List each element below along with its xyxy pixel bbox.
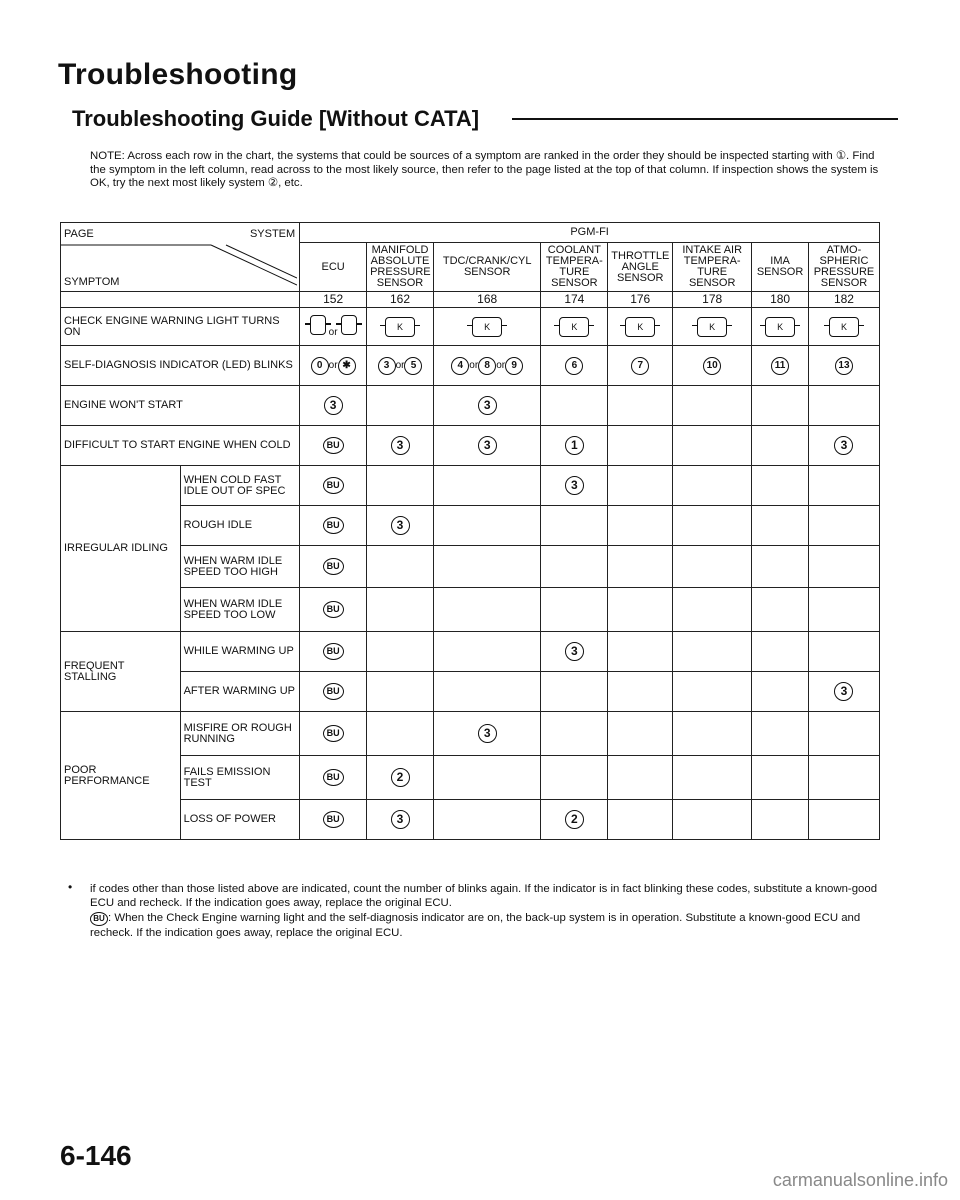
or-text: or — [328, 359, 338, 371]
blink-code-icon: 11 — [771, 357, 789, 375]
blink-code-icon: 3 — [378, 357, 396, 375]
backup-bu-icon: BU — [323, 477, 344, 494]
cell-diag-ecu — [300, 346, 367, 386]
cell-afterwarm-coolant — [541, 672, 608, 712]
cell-rough-atmo — [808, 506, 879, 546]
page-tdc: 168 — [433, 292, 540, 308]
cell-rough-coolant — [541, 506, 608, 546]
cell-warmhigh-throttle — [608, 546, 673, 588]
cell-fast-intake — [673, 466, 752, 506]
cell-warmhigh-coolant — [541, 546, 608, 588]
cell-rough-ima — [752, 506, 809, 546]
warning-light-icon: K — [829, 317, 859, 337]
rank-3-icon: 3 — [478, 724, 497, 743]
cell-fast-throttle — [608, 466, 673, 506]
cell-diff-ecu — [300, 426, 367, 466]
cell-afterwarm-map — [367, 672, 434, 712]
cell-rough-tdc — [433, 506, 540, 546]
cell-fast-coolant — [541, 466, 608, 506]
watermark: carmanualsonline.info — [772, 1170, 948, 1190]
col-ecu: ECU — [300, 243, 367, 292]
symptom-check-engine: CHECK ENGINE WARNING LIGHT TURNS ON — [61, 308, 300, 346]
cell-diag-intake — [673, 346, 752, 386]
or-text: or — [469, 359, 479, 371]
symptom-self-diag: SELF-DIAGNOSIS INDICATOR (LED) BLINKS — [61, 346, 300, 386]
page-throttle: 176 — [608, 292, 673, 308]
col-atmo-sensor: ATMO-SPHERIC PRESSURE SENSOR — [808, 243, 879, 292]
blink-code-icon: 8 — [478, 357, 496, 375]
cell-whilewarm-ecu — [300, 632, 367, 672]
cell-emission-tdc — [433, 756, 540, 800]
cell-wont-intake — [673, 386, 752, 426]
warning-light-icon: K — [559, 317, 589, 337]
page-atmo: 182 — [808, 292, 879, 308]
col-intake-air-sensor: INTAKE AIR TEMPERA-TURE SENSOR — [673, 243, 752, 292]
cell-loss-ima — [752, 800, 809, 840]
cell-afterwarm-throttle — [608, 672, 673, 712]
cell-warmhigh-ima — [752, 546, 809, 588]
symptom-irregular-idling: IRREGULAR IDLING — [61, 466, 181, 632]
rank-3-icon: 3 — [391, 810, 410, 829]
cell-misfire-intake — [673, 712, 752, 756]
cell-misfire-coolant — [541, 712, 608, 756]
cell-diag-map — [367, 346, 434, 386]
cell-fast-atmo — [808, 466, 879, 506]
backup-bu-icon: BU — [90, 912, 108, 926]
cell-diag-coolant — [541, 346, 608, 386]
or-text: or — [328, 327, 338, 338]
backup-bu-icon: BU — [323, 558, 344, 575]
header-corner — [61, 223, 300, 292]
warning-light-icon: K — [625, 317, 655, 337]
cell-diag-atmo — [808, 346, 879, 386]
rank-2-icon: 2 — [565, 810, 584, 829]
col-tdc-sensor: TDC/CRANK/CYL SENSOR — [433, 243, 540, 292]
cell-wont-atmo — [808, 386, 879, 426]
cell-rough-intake — [673, 506, 752, 546]
cell-misfire-ecu — [300, 712, 367, 756]
cell-rough-map — [367, 506, 434, 546]
blink-code-icon: 4 — [451, 357, 469, 375]
cell-fast-map — [367, 466, 434, 506]
page-ecu: 152 — [300, 292, 367, 308]
col-coolant-sensor: COOLANT TEMPERA-TURE SENSOR — [541, 243, 608, 292]
rank-3-icon: 3 — [834, 436, 853, 455]
cell-misfire-map — [367, 712, 434, 756]
cell-warmlow-ecu — [300, 588, 367, 632]
cell-warmlow-ima — [752, 588, 809, 632]
header-page-label: PAGE — [64, 228, 94, 240]
cell-emission-intake — [673, 756, 752, 800]
rank-1-icon: 1 — [565, 436, 584, 455]
symptom-loss-of-power: LOSS OF POWER — [180, 800, 300, 840]
footnote-bu-text: : When the Check Engine warning light and the self-diagnosis indicator are on, the back-up system is in operation. Substitute a known-good ECU and recheck. If the indication goes away, replace the original ECU. — [90, 912, 861, 939]
cell-diag-ima — [752, 346, 809, 386]
cell-check-intake — [673, 308, 752, 346]
symptom-while-warming: WHILE WARMING UP — [180, 632, 300, 672]
cell-check-ecu — [300, 308, 367, 346]
backup-bu-icon: BU — [323, 811, 344, 828]
cell-wont-map — [367, 386, 434, 426]
cell-emission-ima — [752, 756, 809, 800]
col-map-sensor: MANIFOLD ABSOLUTE PRESSURE SENSOR — [367, 243, 434, 292]
warning-light-icon: K — [765, 317, 795, 337]
cell-whilewarm-atmo — [808, 632, 879, 672]
blink-code-icon: 10 — [703, 357, 721, 375]
cell-diag-tdc — [433, 346, 540, 386]
blink-code-icon: 13 — [835, 357, 853, 375]
warning-light-icon: K — [697, 317, 727, 337]
rank-3-icon: 3 — [391, 436, 410, 455]
cell-whilewarm-throttle — [608, 632, 673, 672]
rank-3-icon: 3 — [565, 476, 584, 495]
cell-fast-ecu — [300, 466, 367, 506]
cell-afterwarm-ecu — [300, 672, 367, 712]
section-title: Troubleshooting Guide [Without CATA] — [72, 106, 480, 131]
warning-light-icon — [341, 315, 357, 335]
cell-afterwarm-intake — [673, 672, 752, 712]
cell-check-tdc — [433, 308, 540, 346]
cell-afterwarm-tdc — [433, 672, 540, 712]
cell-warmhigh-map — [367, 546, 434, 588]
symptom-poor-performance: POOR PERFORMANCE — [61, 712, 181, 840]
cell-loss-ecu — [300, 800, 367, 840]
warning-light-icon — [310, 315, 326, 335]
cell-misfire-atmo — [808, 712, 879, 756]
cell-emission-ecu — [300, 756, 367, 800]
blink-code-icon: ✱ — [338, 357, 356, 375]
cell-check-ima — [752, 308, 809, 346]
note-text: NOTE: Across each row in the chart, the systems that could be sources of a symptom are ranked in the order they should be inspected starting with ①. Find the symptom in the left column, read across to the most likely source, then refer to the page listed at the top of that column. If inspection shows the system is OK, try the next most likely system ②, etc. — [90, 150, 879, 189]
cell-check-coolant — [541, 308, 608, 346]
cell-wont-coolant — [541, 386, 608, 426]
symptom-warm-idle-high: WHEN WARM IDLE SPEED TOO HIGH — [180, 546, 300, 588]
footnote-star — [68, 880, 890, 910]
backup-bu-icon: BU — [323, 517, 344, 534]
col-ima-sensor: IMA SENSOR — [752, 243, 809, 292]
symptom-page-row — [61, 292, 300, 308]
backup-bu-icon: BU — [323, 643, 344, 660]
cell-whilewarm-ima — [752, 632, 809, 672]
cell-whilewarm-map — [367, 632, 434, 672]
cell-diff-coolant — [541, 426, 608, 466]
cell-loss-intake — [673, 800, 752, 840]
troubleshooting-table — [60, 222, 880, 840]
symptom-rough-idle: ROUGH IDLE — [180, 506, 300, 546]
header-diagonal — [61, 223, 297, 287]
footnote-bu — [90, 911, 890, 940]
cell-warmlow-tdc — [433, 588, 540, 632]
cell-misfire-tdc — [433, 712, 540, 756]
cell-emission-atmo — [808, 756, 879, 800]
cell-whilewarm-intake — [673, 632, 752, 672]
rank-3-icon: 3 — [834, 682, 853, 701]
cell-warmhigh-intake — [673, 546, 752, 588]
cell-check-throttle — [608, 308, 673, 346]
cell-diff-ima — [752, 426, 809, 466]
cell-emission-throttle — [608, 756, 673, 800]
cell-rough-ecu — [300, 506, 367, 546]
cell-diag-throttle — [608, 346, 673, 386]
cell-misfire-ima — [752, 712, 809, 756]
asterisk-icon: • — [68, 880, 73, 894]
page-ima: 180 — [752, 292, 809, 308]
title-rule — [512, 118, 898, 120]
cell-loss-coolant — [541, 800, 608, 840]
cell-check-atmo — [808, 308, 879, 346]
cell-loss-throttle — [608, 800, 673, 840]
backup-bu-icon: BU — [323, 601, 344, 618]
backup-bu-icon: BU — [323, 725, 344, 742]
cell-loss-map — [367, 800, 434, 840]
header-system-label: SYSTEM — [249, 228, 296, 240]
page-title: Troubleshooting — [58, 58, 298, 91]
cell-warmlow-atmo — [808, 588, 879, 632]
cell-wont-ima — [752, 386, 809, 426]
cell-fast-tdc — [433, 466, 540, 506]
page-coolant: 174 — [541, 292, 608, 308]
cell-emission-map — [367, 756, 434, 800]
warning-light-icon: K — [385, 317, 415, 337]
cell-fast-ima — [752, 466, 809, 506]
blink-code-icon: 0 — [311, 357, 329, 375]
cell-warmlow-coolant — [541, 588, 608, 632]
page-map: 162 — [367, 292, 434, 308]
symptom-fails-emission: FAILS EMISSION TEST — [180, 756, 300, 800]
cell-warmhigh-ecu — [300, 546, 367, 588]
cell-warmhigh-tdc — [433, 546, 540, 588]
cell-warmlow-map — [367, 588, 434, 632]
blink-code-icon: 7 — [631, 357, 649, 375]
cell-diff-atmo — [808, 426, 879, 466]
footnote-star-text: if codes other than those listed above are indicated, count the number of blinks again. If the indicator is in fact blinking these codes, substitute a known-good ECU and recheck. If the indication goes away, replace the original ECU. — [90, 883, 878, 909]
backup-bu-icon: BU — [323, 437, 344, 454]
symptom-difficult-start: DIFFICULT TO START ENGINE WHEN COLD — [61, 426, 300, 466]
cell-loss-tdc — [433, 800, 540, 840]
cell-emission-coolant — [541, 756, 608, 800]
cell-warmlow-intake — [673, 588, 752, 632]
or-text: or — [496, 359, 506, 371]
cell-check-map — [367, 308, 434, 346]
symptom-fast-idle: WHEN COLD FAST IDLE OUT OF SPEC — [180, 466, 300, 506]
cell-wont-tdc — [433, 386, 540, 426]
cell-warmlow-throttle — [608, 588, 673, 632]
or-text: or — [395, 359, 405, 371]
header-symptom-label: SYMPTOM — [64, 276, 120, 288]
cell-whilewarm-coolant — [541, 632, 608, 672]
symptom-misfire: MISFIRE OR ROUGH RUNNING — [180, 712, 300, 756]
cell-afterwarm-atmo — [808, 672, 879, 712]
rank-3-icon: 3 — [324, 396, 343, 415]
blink-code-icon: 5 — [404, 357, 422, 375]
warning-light-icon: K — [472, 317, 502, 337]
blink-code-icon: 9 — [505, 357, 523, 375]
symptom-wont-start: ENGINE WON'T START — [61, 386, 300, 426]
col-throttle-sensor: THROTTLE ANGLE SENSOR — [608, 243, 673, 292]
symptom-warm-idle-low: WHEN WARM IDLE SPEED TOO LOW — [180, 588, 300, 632]
page-number: 6-146 — [60, 1140, 132, 1171]
backup-bu-icon: BU — [323, 683, 344, 700]
cell-loss-atmo — [808, 800, 879, 840]
rank-2-icon: 2 — [391, 768, 410, 787]
footnotes — [68, 880, 890, 940]
cell-afterwarm-ima — [752, 672, 809, 712]
cell-rough-throttle — [608, 506, 673, 546]
cell-diff-intake — [673, 426, 752, 466]
page-intake-air: 178 — [673, 292, 752, 308]
cell-wont-ecu — [300, 386, 367, 426]
symptom-after-warming: AFTER WARMING UP — [180, 672, 300, 712]
blink-code-icon: 6 — [565, 357, 583, 375]
cell-diff-map — [367, 426, 434, 466]
rank-3-icon: 3 — [478, 436, 497, 455]
cell-diff-tdc — [433, 426, 540, 466]
rank-3-icon: 3 — [391, 516, 410, 535]
rank-3-icon: 3 — [478, 396, 497, 415]
cell-misfire-throttle — [608, 712, 673, 756]
backup-bu-icon: BU — [323, 769, 344, 786]
cell-wont-throttle — [608, 386, 673, 426]
pgm-fi-header: PGM-FI — [300, 223, 880, 243]
symptom-frequent-stalling: FREQUENT STALLING — [61, 632, 181, 712]
rank-3-icon: 3 — [565, 642, 584, 661]
cell-warmhigh-atmo — [808, 546, 879, 588]
cell-diff-throttle — [608, 426, 673, 466]
cell-whilewarm-tdc — [433, 632, 540, 672]
